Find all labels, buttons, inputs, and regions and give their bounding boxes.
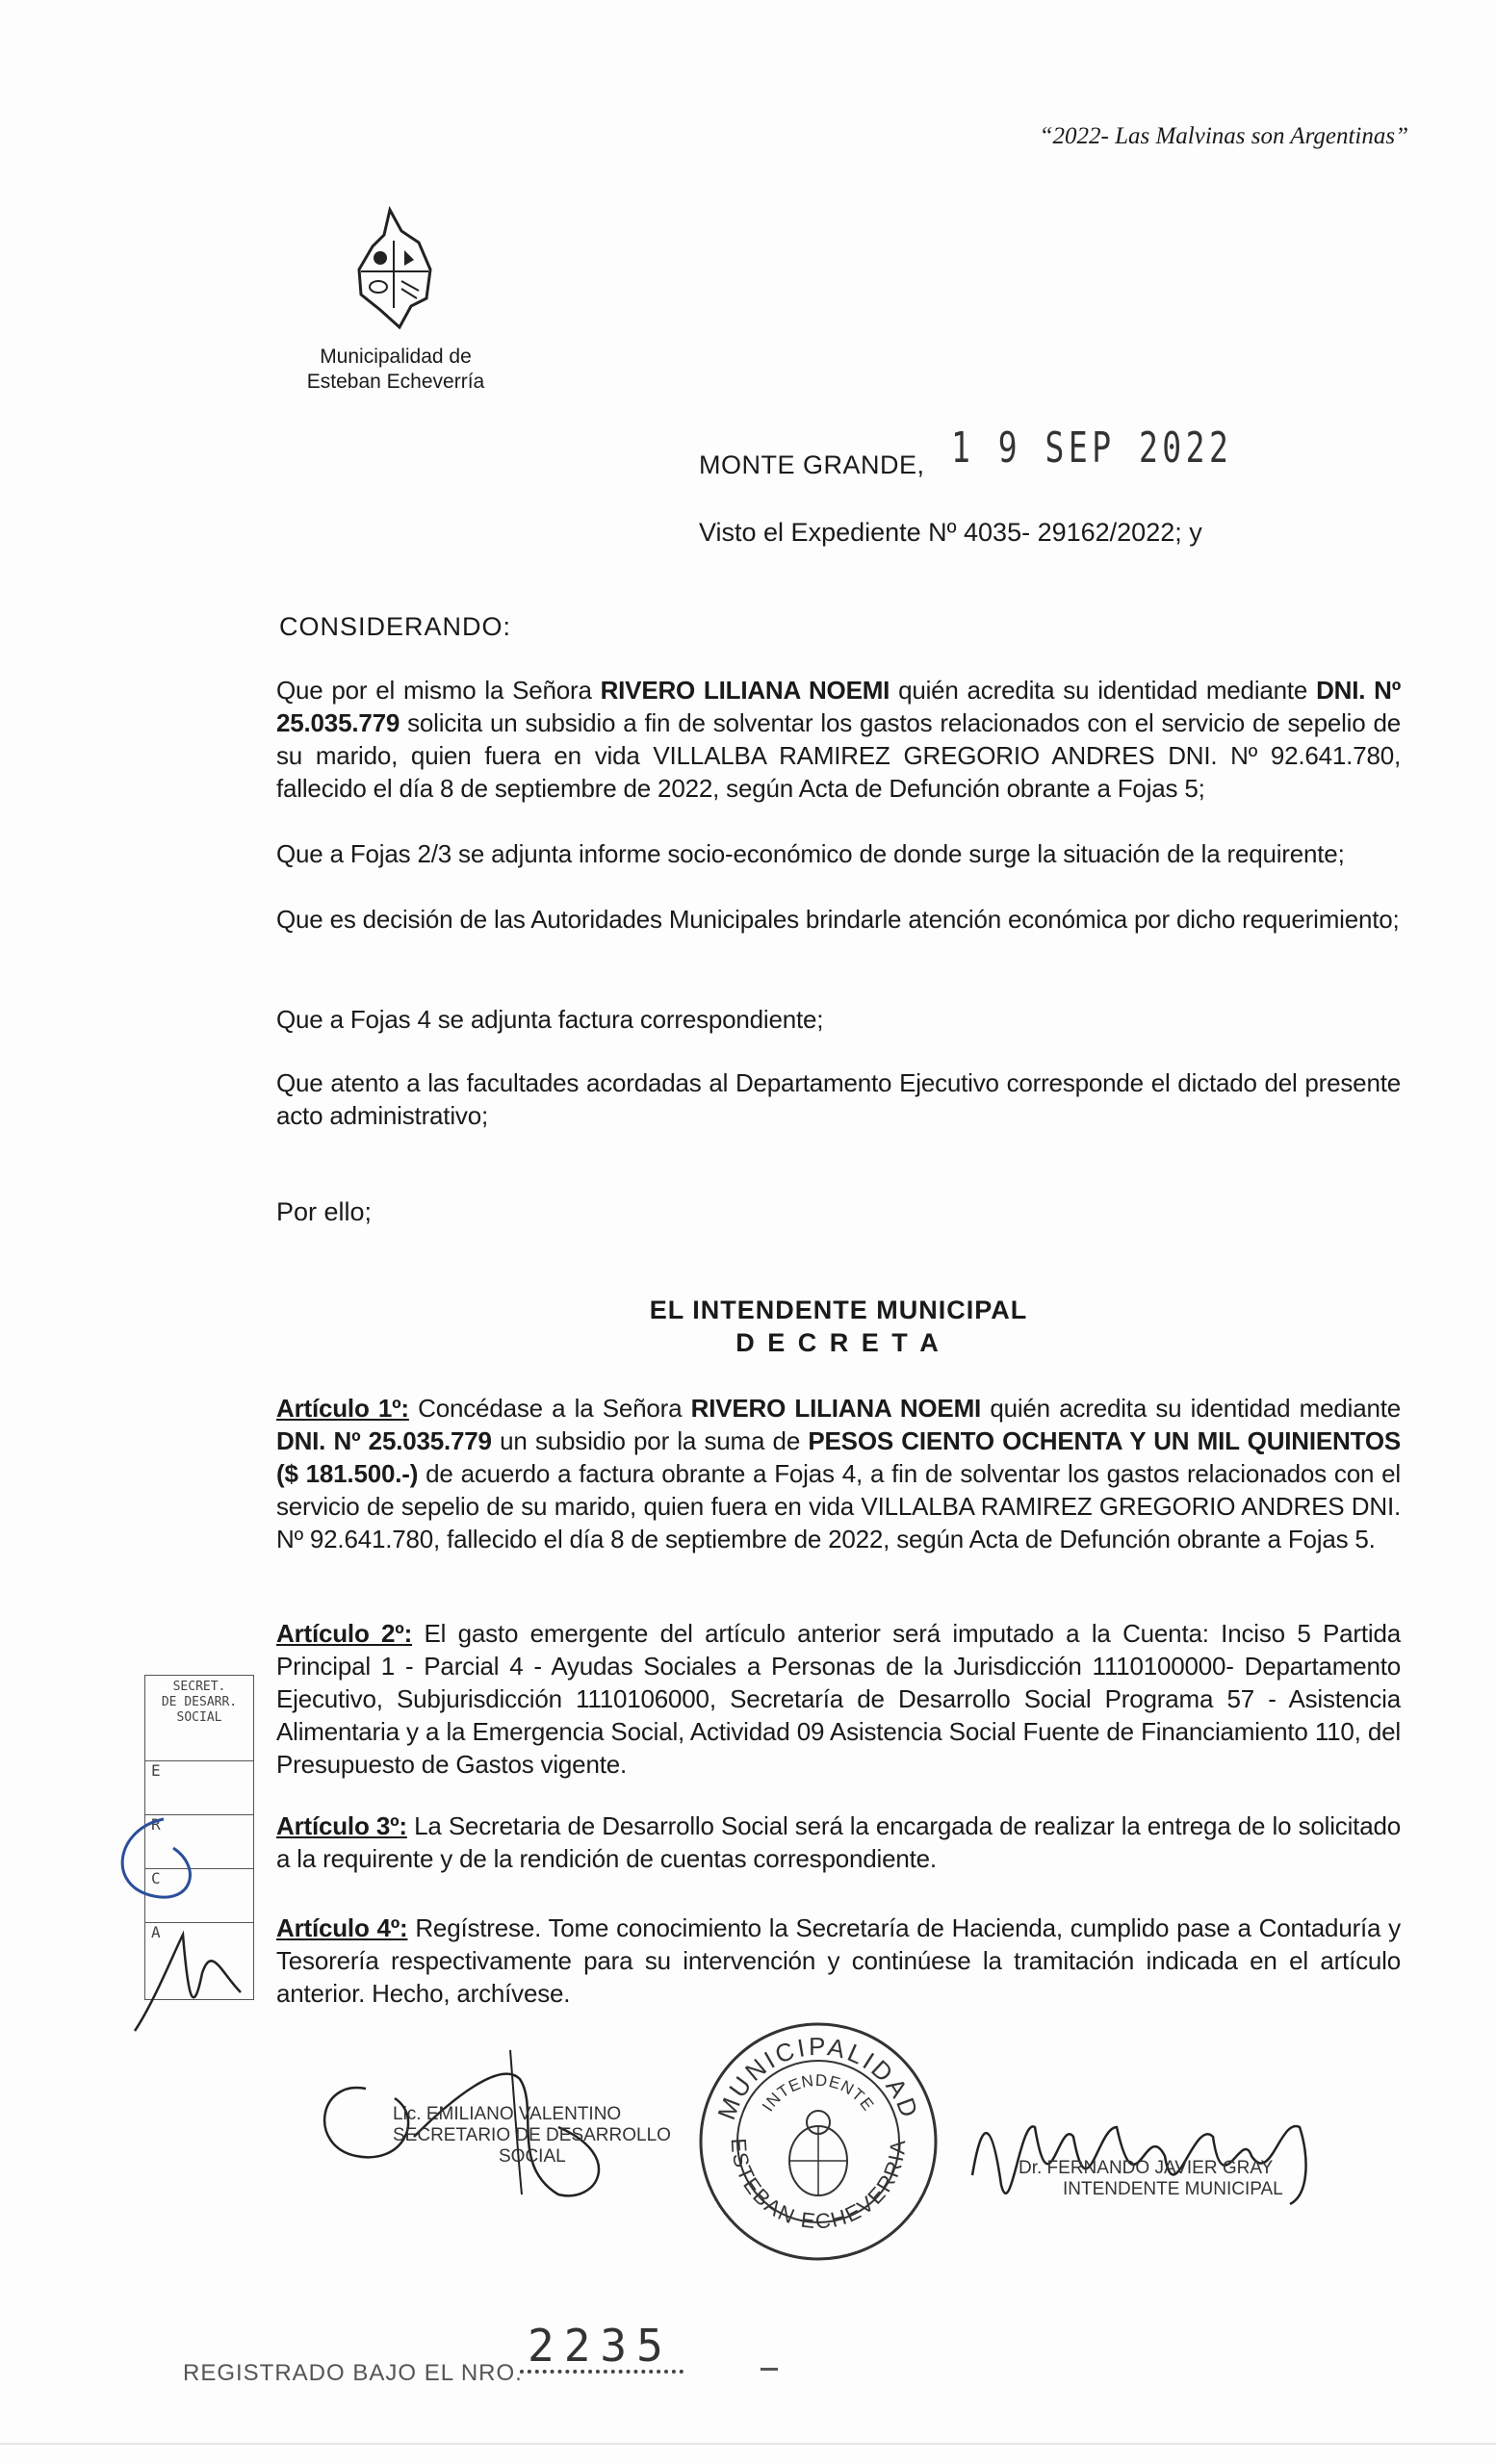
registration-label: REGISTRADO BAJO EL NRO. <box>183 2360 523 2386</box>
municipality-name <box>285 345 506 395</box>
article-2-label: Artículo 2º: <box>276 1619 413 1648</box>
right-signer-name: Dr. FERNANDO JAVIER GRAY <box>1019 2158 1274 2178</box>
routing-stamp-e: E <box>145 1761 253 1815</box>
routing-stamp-line-2: DE DESARR. <box>161 1695 238 1709</box>
article-3-text: La Secretaria de Desarrollo Social será la encargada de realizar la entrega de lo solicitado a la requirente y de la rendición de cuentas correspondiente. <box>276 1811 1401 1873</box>
left-signer-dept: SOCIAL <box>499 2146 566 2167</box>
handwritten-initials-icon <box>96 1810 270 2060</box>
article-2 <box>276 1617 1401 1781</box>
p1-name: RIVERO LILIANA NOEMI <box>600 676 890 705</box>
considerando-paragraph-5: Que atento a las facultades acordadas al Departamento Ejecutivo corresponde el dictado del presente acto administrativo; <box>276 1068 1401 1130</box>
registration-dotted-line <box>520 2370 684 2374</box>
considerando-heading: CONSIDERANDO: <box>279 612 512 641</box>
routing-stamp-line-1: SECRET. <box>172 1680 226 1694</box>
article-1-text-c: un subsidio por la suma de <box>491 1426 809 1455</box>
left-signer-title: SECRETARIO DE DESARROLLO <box>393 2125 671 2145</box>
article-4 <box>276 1912 1401 2010</box>
registration-number: 2235 <box>528 2320 673 2372</box>
article-3-label: Artículo 3º: <box>276 1811 407 1840</box>
routing-stamp-a: A <box>151 1923 161 1941</box>
title-decreta: D E C R E T A <box>735 1328 941 1357</box>
article-1-label: Artículo 1º: <box>276 1394 409 1423</box>
article-1 <box>276 1392 1401 1555</box>
title-intendente: EL INTENDENTE MUNICIPAL <box>649 1296 1028 1324</box>
p1-text-a: Que por el mismo la Señora <box>276 676 601 705</box>
p1-dni: DNI. Nº 25.035.779 <box>276 676 1401 737</box>
article-1-text-d: de acuerdo a factura obrante a Fojas 4, a fin de solventar los gastos relacionados con el servicio de sepelio de su marido, quien fuera en vida VILLALBA RAMIREZ GREGORIO ANDRES DNI. Nº 92.641.780, fallecido el día 8 de septiembre de 2022, según Acta de Defunción obrante a Fojas 5. <box>276 1459 1402 1553</box>
motto-text: “2022- Las Malvinas son Argentinas” <box>1039 123 1408 149</box>
p1-text-b: quién acredita su identidad mediante <box>890 676 1317 705</box>
p1-text-c: solicita un subsidio a fin de solventar los gastos relacionados con el servicio de sepelio de su marido, quien fuera en vida VILLALBA RAMIREZ GREGORIO ANDRES DNI. Nº 92.641.780, fallecido el día 8 de septiembre de 2022, según Acta de Defunción obrante a Fojas 5; <box>276 708 1401 803</box>
svg-text:INTENDENTE <box>759 2071 878 2115</box>
article-1-text-b: quién acredita su identidad mediante <box>981 1394 1402 1423</box>
article-1-amount: PESOS CIENTO OCHENTA Y UN MIL QUINIENTOS ($ 181.500.-) <box>276 1426 1401 1488</box>
seal-top-text: MUNICIPALIDAD <box>711 2031 925 2124</box>
footer-dash <box>761 2368 778 2371</box>
article-2-text: El gasto emergente del artículo anterior será imputado a la Cuenta: Inciso 5 Partida Principal 1 - Parcial 4 - Ayudas Sociales a Personas de la Jurisdicción 1110100000- Departamento Ejecutivo, Subjurisdicción 1110106000, Secretaría de Desarrollo Social Programa 57 - Asistencia Alimentaria y a la Emergencia Social, Actividad 09 Asistencia Social Fuente de Financiamiento 110, del Presupuesto de Gastos vigente. <box>276 1619 1401 1779</box>
por-ello: Por ello; <box>276 1197 373 1226</box>
considerando-paragraph-3: Que es decisión de las Autoridades Municipales brindarle atención económica por dicho requerimiento; <box>276 905 1400 934</box>
date-stamp: 1 9 SEP 2022 <box>951 424 1233 473</box>
article-4-text: Regístrese. Tome conocimiento la Secretaría de Hacienda, cumplido pase a Contaduría y Tesorería respectivamente para su intervención y continúese la tramitación indicada en el artículo anterior. Hecho, archívese. <box>276 1913 1401 2008</box>
considerando-paragraph-4: Que a Fojas 4 se adjunta factura correspondiente; <box>276 1005 824 1034</box>
considerando-paragraph-1 <box>276 674 1401 805</box>
scan-edge-line <box>0 2443 1496 2445</box>
routing-stamp-line-3: SOCIAL <box>176 1710 222 1725</box>
right-signature-block <box>1019 2158 1283 2200</box>
routing-stamp-c: C <box>145 1869 253 1923</box>
article-1-name: RIVERO LILIANA NOEMI <box>690 1394 982 1423</box>
left-signer-name: Lic. EMILIANO VALENTINO <box>393 2104 622 2124</box>
article-4-label: Artículo 4º: <box>276 1913 408 1942</box>
article-1-dni: DNI. Nº 25.035.779 <box>276 1426 492 1455</box>
visto-line: Visto el Expediente Nº 4035- 29162/2022; y <box>699 518 1202 547</box>
municipal-crest-icon <box>351 202 438 346</box>
municipality-line-1: Municipalidad de <box>320 346 472 368</box>
article-1-text-a: Concédase a la Señora <box>408 1394 691 1423</box>
considerando-paragraph-2: Que a Fojas 2/3 se adjunta informe socio-económico de donde surge la situación de la requirente; <box>276 839 1345 868</box>
dateline-place: MONTE GRANDE, <box>699 450 925 479</box>
routing-stamp-header <box>145 1676 253 1761</box>
left-signature-block <box>393 2104 671 2168</box>
official-seal-icon <box>693 2016 943 2267</box>
seal-bottom-text: ESTEBAN ECHEVERRIA <box>726 2137 911 2234</box>
right-signer-title: INTENDENTE MUNICIPAL <box>1063 2179 1283 2199</box>
routing-stamp-r: R <box>145 1815 253 1869</box>
municipality-line-2: Esteban Echeverría <box>306 371 485 393</box>
seal-inner-text: INTENDENTE <box>758 2070 878 2116</box>
article-3 <box>276 1810 1401 1875</box>
